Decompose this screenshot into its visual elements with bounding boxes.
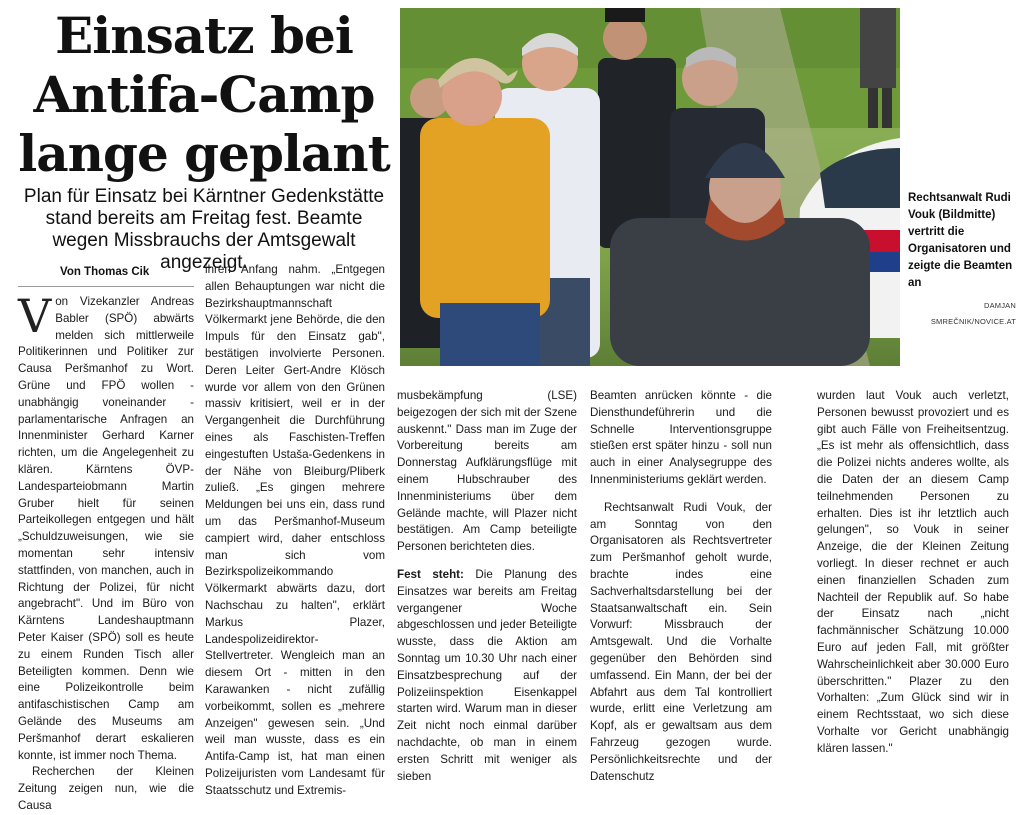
paragraph: Beamten anrücken könnte - die Diensthundeführerin und die Schnelle Interventionsgruppe stießen erst später hinzu - soll nun auch in einer Analysegruppe des Innenministeriums geklärt werden. — [590, 389, 772, 486]
headline: Einsatz bei Antifa-Camp lange geplant — [18, 6, 390, 183]
article-column-2 — [205, 262, 385, 800]
byline: Von Thomas Cik — [60, 266, 150, 278]
paragraph: Rechtsanwalt Rudi Vouk, der am Sonntag von den Organisatoren als Rechtsvertreter zum Peršmanhof geholt wurde, brachte indes eine Sachverhaltsdarstellung bei der Staatsanwaltschaft ein. Sein Vorwurf: Missbrauch der Amtsgewalt. Und die Vorhalte gegenüber den Behörden sind umfassend. Ein Mann, der bei der Abfahrt aus dem Tal kontrolliert wurde, erlitt eine Verletzung am Kopf, als er gewaltsam aus dem Fahrzeug gezogen wurde. Persönlichkeitsrechte und der Datenschutz — [590, 500, 772, 783]
paragraph: ihren Anfang nahm. „Entgegen allen Behauptungen war nicht die Bezirkshauptmannschaft Völkermarkt jene Behörde, die den Impuls für den Einsatz gab", bestätigen involvierte Personen. Deren Leiter Gert-Andre Klösch wurde vor allem von den Grünen massiv kritisiert, weil er in der Vergangenheit die Durchführung eines als Faschisten-Treffen eingestuften Ustaša-Gedenkens in der Nähe von Bleiburg/Pliberk zuließ. „Es gingen mehrere Meldungen bei uns ein, dass rund um das Peršmanhof-Museum campiert wird, daher entschloss man sich vom Bezirkspolizeikommando Völkermarkt abwärts dazu, dort Nachschau zu halten", erklärt Markus Plazer, Landespolizeidirektor-Stellvertreter. Wengleich man an diesem Ort - mitten in den Karawanken - nicht zufällig vorbeikommt, sollen es „mehrere Anzeigen" gewesen sein. „Und weil man wusste, dass es ein Antifa-Camp ist, hat man einen Polizeijuristen vom Landesamt für Staatsschutz und Extremis- — [205, 263, 385, 797]
paragraph: wurden laut Vouk auch verletzt, Personen bewusst provoziert und es gibt auch Fälle von Freiheitsentzug. „Es ist mehr als offensichtlich, dass die Polizei nichts anderes wollte, als die Daten der an diesem Camp teilnehmenden Personen zu erhalten. Dies ist ihr letztlich auch gelungen", so Vouk in seiner Anzeige, die der Kleinen Zeitung vorliegt. In dieser rechnet er auch einen finanziellen Schaden zum Nachteil der Republik auf. So habe der Einsatz nach „nicht fachmännischer Schätzung 10.000 Euro auf jeden Fall, mit größter Wahrscheinlichkeit aber 30.000 Euro überschritten." Plazer zu den Vorhalten: „Zum Glück sind wir in einem Rechtsstaat, wo sich diese Vorhalte vor Gericht unabhängig klären lassen." — [817, 389, 1009, 755]
section-lead: Fest steht: — [397, 567, 464, 581]
byline-divider — [18, 286, 194, 287]
article-column-5 — [817, 388, 1009, 758]
article-column-3 — [397, 388, 577, 785]
article-column-1 — [18, 289, 194, 815]
article-column-4 — [590, 388, 772, 785]
photo-caption: Rechtsanwalt Rudi Vouk (Bildmitte) vertritt die Organisatoren und zeigte die Beamten an — [908, 192, 1013, 289]
paragraph: Die Planung des Einsatzes war bereits am Freitag vergangener Woche abgeschlossen und jeder Beteiligte wusste, dass die Aktion am Sonntag um 10.30 Uhr nach einer Einsatzbesprechung auf der Polizeiinspektion Eisenkappel starten wird. Warum man in dieser Zeit nicht noch einmal darüber nachdachte, ob man in einem ersten Schritt mit weniger als sieben — [397, 567, 577, 783]
subheadline: Plan für Einsatz bei Kärntner Gedenkstätte stand bereits am Freitag fest. Beamte wegen Missbrauchs der Amtsgewalt angezeigt. — [23, 186, 385, 273]
paragraph: musbekämpfung (LSE) beigezogen der sich mit der Szene auskennt." Dass man im Zuge der Vorbereitung bereits am Donnerstag Aufklärungsflüge mit einem Hubschrauber des Innenministeriums über dem Gelände machte, will Plazer nicht bestätigen. Am Camp beteiligte Personen berichteten dies. — [397, 389, 577, 554]
paragraph: on Vizekanzler Andreas Babler (SPÖ) abwärts melden sich mittlerweile Politikerinnen und Politiker zur Causa Peršmanhof zu Wort. Grüne und FPÖ wollen - unabhängig voneinander - parlamentarische Anfragen an Innenminister Gerhard Karner richten, um die Angelegenheit zu klären. Kärntens ÖVP-Landesparteiobmann Martin Gruber hielt für seinen Parteikollegen entgegen und hält „Schuldzuweisungen, wie sie momentan sehr intensiv stattfinden, von manchen, auch in Richtung der Polizei, für nicht angebracht". Und im Büro von Kärntens Landeshauptmann Peter Kaiser (SPÖ) soll es heute zu einem Runden Tisch aller Beteiligten kommen. Denn wie eine Polizeikontrolle beim antifaschistischen Camp am Gelände des Museums am Peršmanhof derart eskalieren konnte, ist immer noch Thema. — [18, 295, 194, 762]
drop-cap: V — [18, 289, 52, 343]
photo-credit: DAMJAN SMREČNIK/NOVICE.AT — [930, 301, 1016, 326]
article-photo — [400, 8, 900, 366]
paragraph: Recherchen der Kleinen Zeitung zeigen nun, wie die Causa — [18, 765, 194, 812]
